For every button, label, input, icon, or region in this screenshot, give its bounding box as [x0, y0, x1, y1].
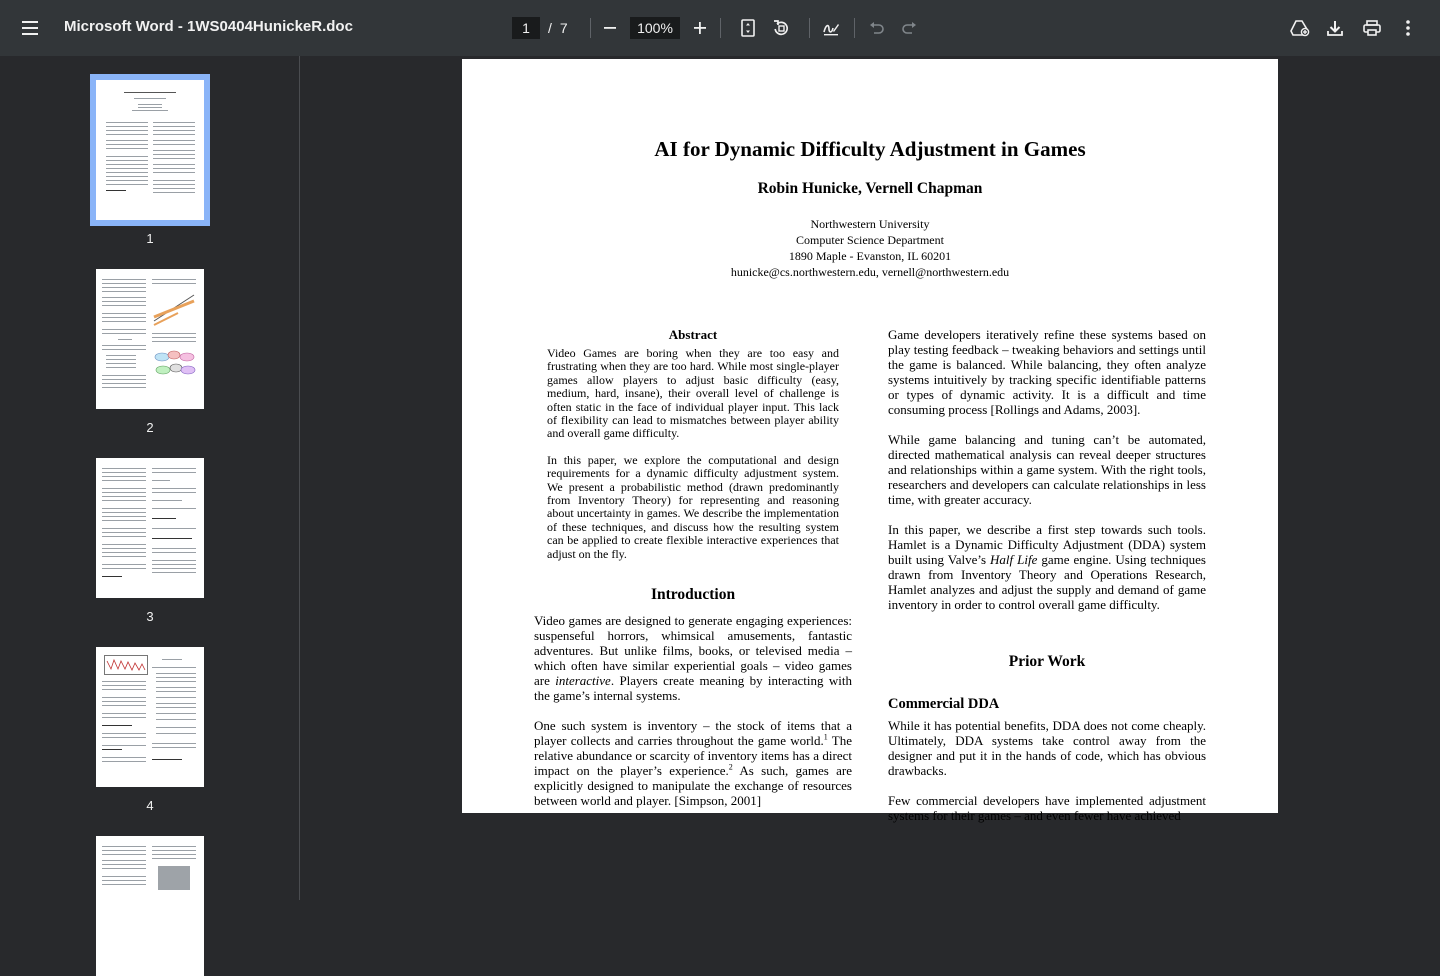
rotate-icon[interactable]: [769, 16, 793, 40]
page-separator: /: [548, 20, 552, 36]
affiliation-emails: hunicke@cs.northwestern.edu, vernell@northwestern.edu: [730, 265, 1010, 279]
body-text-italic: Half Life: [990, 552, 1038, 567]
prior-work-heading: Prior Work: [1008, 653, 1086, 670]
page-thumbnail-3[interactable]: [96, 458, 204, 598]
page-thumbnail-2[interactable]: [96, 269, 204, 409]
introduction-heading: Introduction: [650, 586, 736, 603]
body-text-italic: interactive: [555, 673, 611, 688]
body-text: In this paper, we describe a first step towards such tools. Hamlet is a Dynamic Difficulty Adjustment (DDA) system built using Valve’s: [888, 522, 1206, 567]
affiliation-line: Northwestern University: [810, 217, 930, 231]
thumbnail-image: [158, 866, 190, 890]
right-column-body-continued: [888, 718, 1206, 838]
page-thumbnail-5[interactable]: [96, 836, 204, 976]
zoom-out-icon[interactable]: [598, 16, 622, 40]
thumbnail-sidebar[interactable]: [0, 56, 300, 900]
page-thumbnail-1[interactable]: [96, 80, 204, 220]
paper-authors: Robin Hunicke, Vernell Chapman: [757, 180, 983, 197]
thumbnail-label: 4: [146, 798, 154, 813]
body-text: As such, games are explicitly designed to manipulate the exchange of resources between world and player. [Simpson, 2001]: [534, 763, 853, 808]
pdf-page-1: [462, 59, 1278, 823]
page-total: 7: [559, 20, 568, 36]
undo-icon[interactable]: [865, 16, 889, 40]
annotate-icon[interactable]: [819, 16, 843, 40]
pdf-toolbar: [0, 0, 1440, 56]
body-paragraph: Game developers iteratively refine these systems based on play testing feedback – tweaking behaviors and settings until the game is balanced. While balancing, they often analyze systems intuitively by tracking specific identifiable patterns or types of dynamic activity. It is a difficult and time consuming process [Rollings and Adams, 2003].: [888, 327, 1206, 417]
toolbar-divider: [590, 18, 591, 38]
download-icon[interactable]: [1323, 16, 1347, 40]
abstract-body: [547, 347, 839, 574]
page-navigation: [512, 16, 568, 40]
body-paragraph: While it has potential benefits, DDA does not come cheaply. Ultimately, DDA systems take control away from the designer and put it in the hands of code, which has obvious drawbacks.: [888, 718, 1206, 778]
thumbnail-label: 1: [146, 231, 154, 246]
thumbnail-diagram: [154, 349, 196, 377]
more-options-icon[interactable]: [1396, 16, 1420, 40]
body-text: The relative abundance or scarcity of inventory items has a direct impact on the player’s experience.: [534, 733, 852, 778]
body-paragraph: [534, 613, 852, 703]
footnote-marker: 1: [823, 732, 828, 742]
toolbar-divider: [809, 18, 810, 38]
page-thumbnail-4[interactable]: [96, 647, 204, 787]
abstract-heading: Abstract: [668, 327, 718, 342]
thumbnail-figure: [152, 291, 196, 327]
body-paragraph: While game balancing and tuning can’t be automated, directed mathematical analysis can reveal deeper structures and relationships within a game system. With the right tools, researchers and developers can calculate relationships in less time, with greater accuracy.: [888, 432, 1206, 507]
body-paragraph: [534, 718, 852, 808]
zoom-level-input[interactable]: 100%: [630, 17, 680, 39]
toolbar-divider: [720, 18, 721, 38]
body-paragraph: [888, 522, 1206, 612]
thumbnail-label: 2: [146, 420, 154, 435]
menu-icon[interactable]: [19, 16, 43, 40]
document-viewer[interactable]: [301, 56, 1440, 900]
body-text: One such system is inventory – the stock of items that a player collects and carries throughout the game world.: [534, 718, 852, 748]
body-text: game engine. Using techniques drawn from Inventory Theory and Operations Research, Hamlet analyzes and adjust the supply and demand of game inventory in order to control overall game difficulty.: [888, 552, 1206, 612]
document-title: Microsoft Word - 1WS0404HunickeR.doc: [64, 18, 353, 35]
print-icon[interactable]: [1360, 16, 1384, 40]
body-paragraph: Few commercial developers have implemented adjustment systems for their games – and even fewer have achieved: [888, 793, 1206, 823]
footnote-marker: 2: [728, 762, 733, 772]
affiliation-line: 1890 Maple - Evanston, IL 60201: [788, 249, 952, 263]
abstract-paragraph: In this paper, we explore the computational and design requirements for a dynamic difficulty adjustment system. We present a probabilistic method (drawn predominantly from Inventory Theory) for representing and reasoning about uncertainty in games. We describe the implementation of these techniques, and discuss how the resulting system can be applied to create flexible interactive experiences that adjust on the fly.: [547, 452, 839, 561]
abstract-paragraph: Video Games are boring when they are too easy and frustrating when they are too hard. While most single-player games allow players to adjust basic difficulty (easy, medium, hard, insane), their overall level of challenge is often static in the face of individual player input. This lack of flexibility can lead to mismatches between player ability and overall game difficulty.: [547, 346, 839, 441]
paper-title: AI for Dynamic Difficulty Adjustment in Games: [654, 137, 1086, 161]
save-to-drive-icon[interactable]: [1288, 16, 1312, 40]
body-text: Video games are designed to generate engaging experiences: suspenseful horrors, whimsical amusements, fantastic adventures. But unlike films, books, or televised media – which often have similar experiential goals – video games are: [534, 613, 852, 688]
page-number-input[interactable]: [512, 17, 540, 39]
thumbnail-figure: [104, 655, 148, 675]
zoom-in-icon[interactable]: [688, 16, 712, 40]
toolbar-divider: [854, 18, 855, 38]
thumbnail-label: 3: [146, 609, 154, 624]
body-text: . Players create meaning by interacting with the game’s internal systems.: [534, 673, 852, 703]
fit-page-icon[interactable]: [736, 16, 760, 40]
commercial-dda-heading: Commercial DDA: [888, 696, 1000, 712]
redo-icon[interactable]: [897, 16, 921, 40]
left-column-body: [534, 613, 852, 823]
affiliation-line: Computer Science Department: [796, 233, 944, 247]
right-column-body: [888, 327, 1206, 627]
